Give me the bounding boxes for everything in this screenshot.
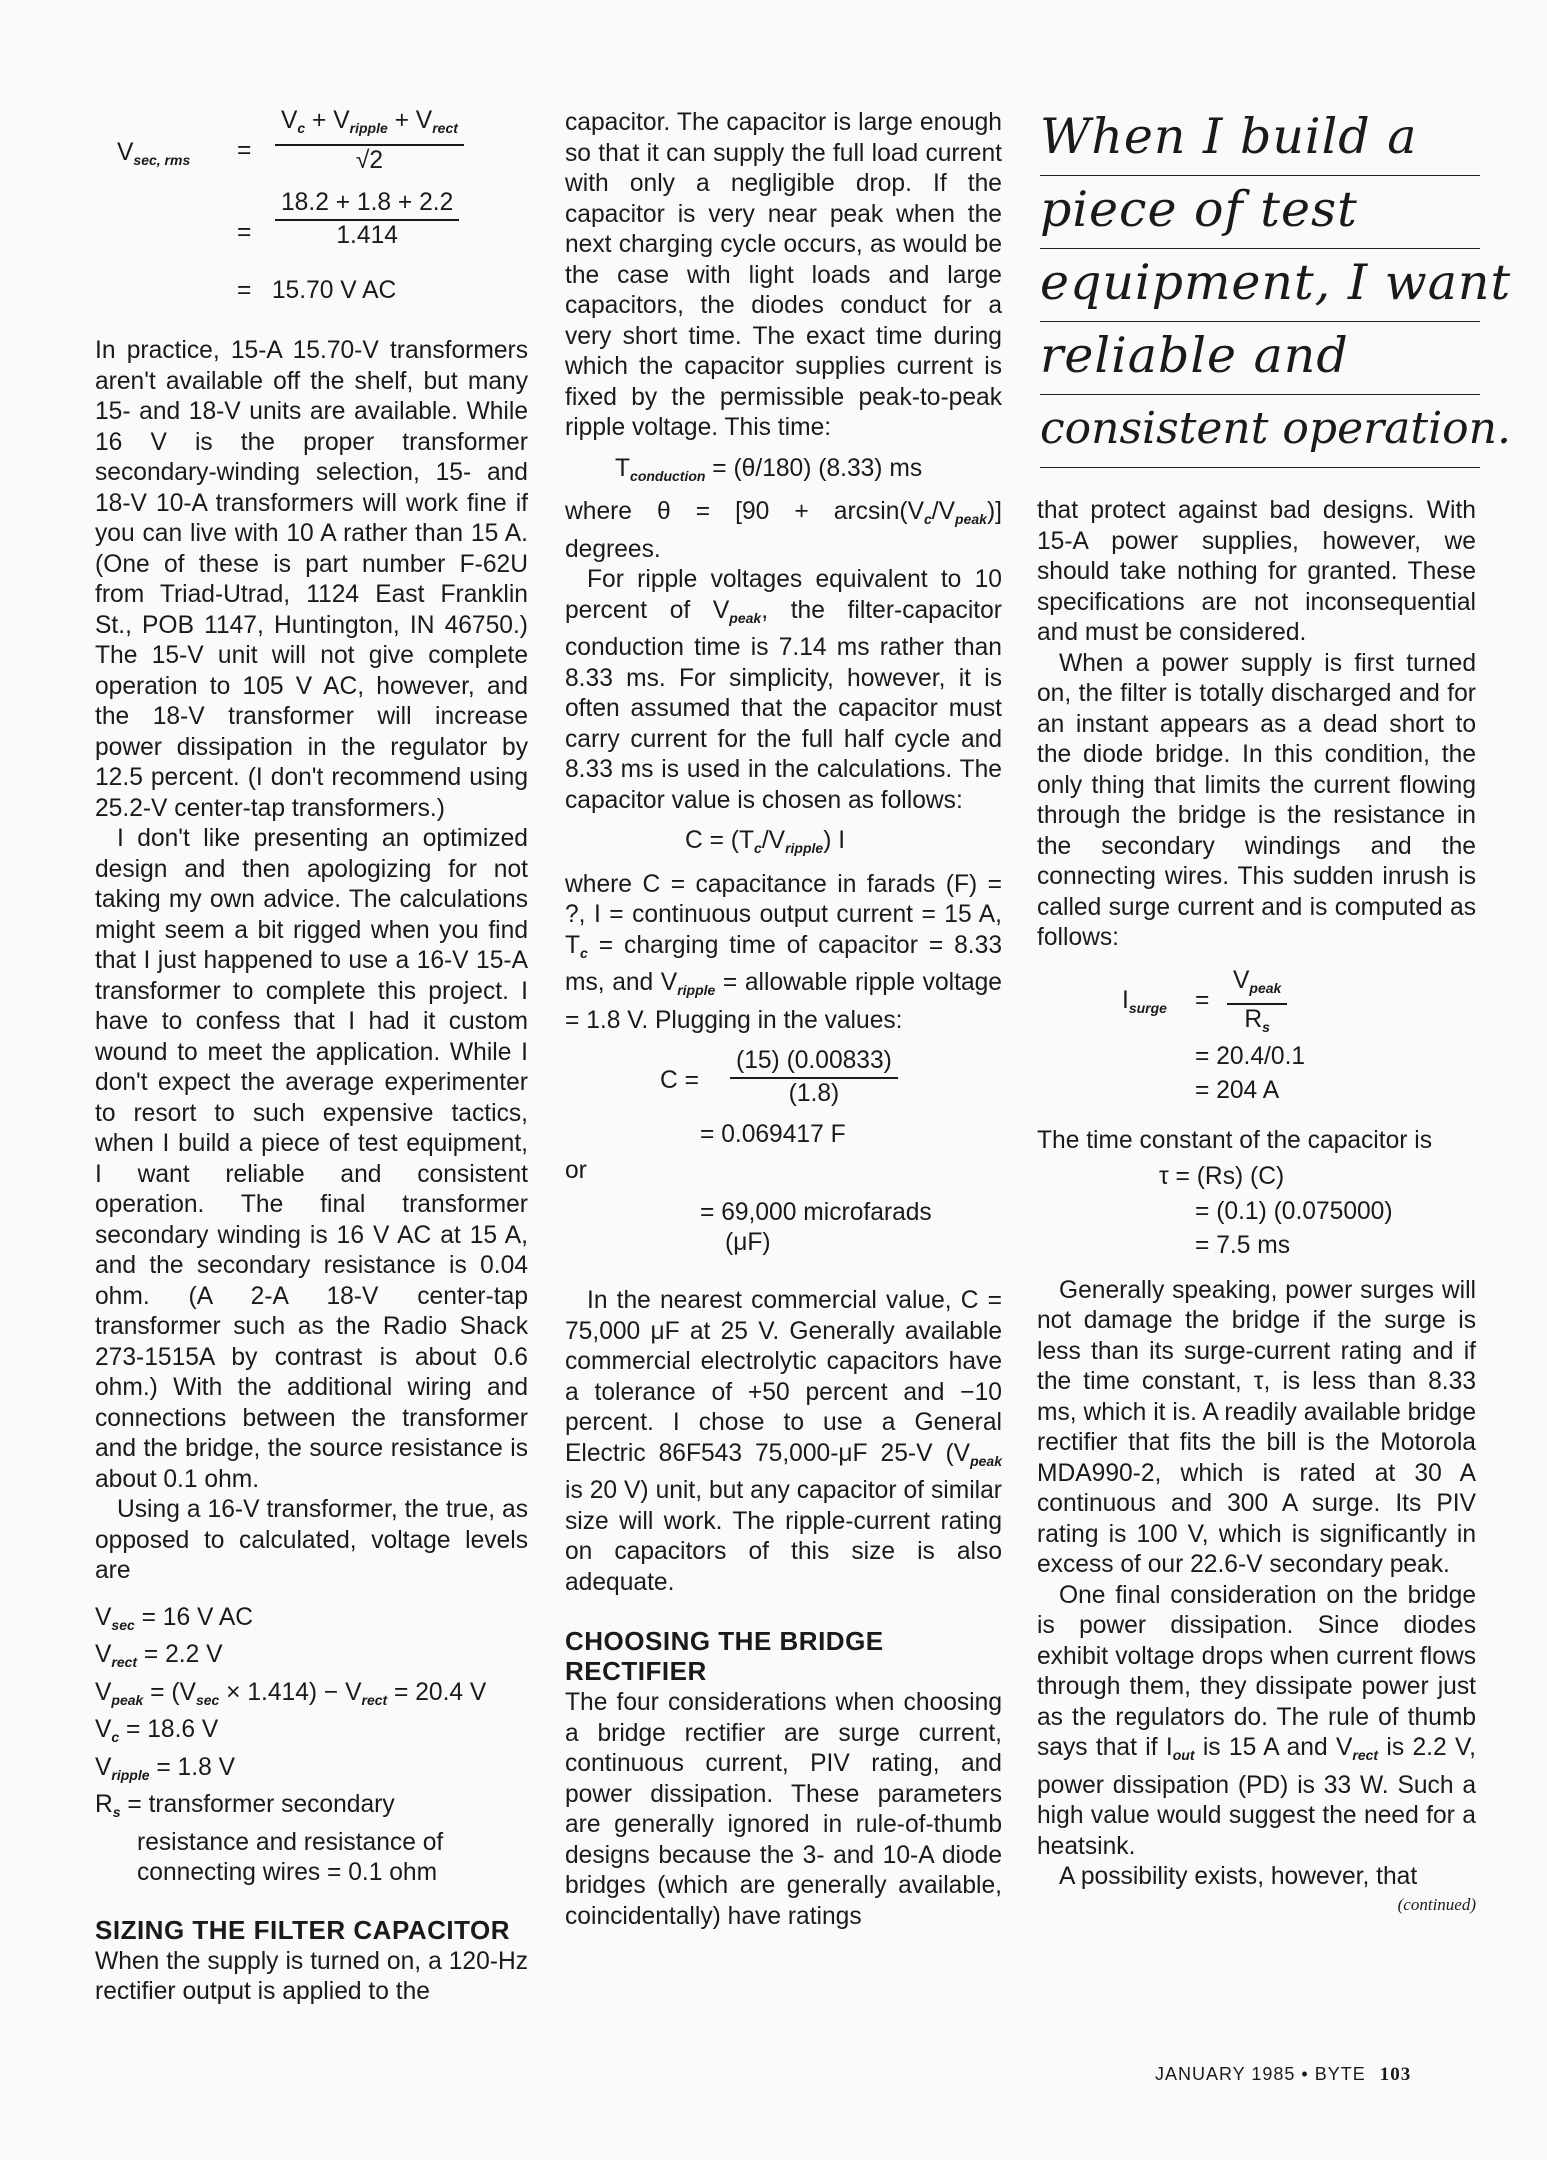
paragraph: I don't like presenting an optimized design and then apologizing for not taking my own advice. The calculations might seem a bit rigged when you find that I just happened to use a 16-V 15-A transformer to complete this project. I have to confess that I had it custom wound to meet the application. While I don't expect the average experimenter to resort to such expensive tactics, when I build a piece of test equipment, I want reliable and consistent operation. The final transformer secondary winding is 16 V AC at 15 A, and the secondary resistance is 0.04 ohm. (A 2-A 18-V center-tap transformer such as the Radio Shack 273-1515A by contrast is about 0.6 ohm.) With the additional wiring and connections between the transformer and the bridge, the source resistance is about 0.1 ohm. (95, 825, 528, 1493)
vrms-equation (95, 108, 528, 336)
eq-sign-2: = (237, 219, 252, 246)
paragraph: In practice, 15-A 15.70-V transformers aren't available off the shelf, but many 15- and 18-V units are available. While 16 V is the proper transformer secondary-winding selection, 15- and 18-V 10-A transformers will work fine if you can live with 10 A rather than 15 A. (One of these is part number F-62U from Triad-Utrad, 1124 East Franklin St., POB 1147, Huntington, IN 46750.) The 15-V unit will not give complete operation to 105 V AC, however, and the 18-V transformer will increase power dissipation in the regulator by 12.5 percent. (I don't recommend using 25.2-V center-tap transformers.) (95, 337, 528, 822)
section-heading: SIZING THE FILTER CAPACITOR (95, 1914, 511, 1945)
paragraph: One final consideration on the bridge is power dissipation. Since diodes exhibit voltage drops when current flows through them, they dissipate power just as the regulators do. The rule of thumb says that if $I_{out}$ is 15 A and $V_{rect}$ is 2.2 V, power dissipation (PD) is 33 W. Such a high value would suggest the need for a heatsink. (1037, 1581, 1476, 1860)
paragraph: Using a 16-V transformer, the true, as opposed to calculated, voltage levels are (95, 1496, 528, 1584)
eq-fraction-2: $\frac{18.2 + 1.8 + 2.2}{1.414}$ (275, 188, 459, 251)
paragraph: The time constant of the capacitor is (1037, 1126, 1433, 1154)
paragraph: For ripple voltages equivalent to 10 percent of $V_{peak}$, the filter-capacitor conduction time is 7.14 ms rather than 8.33 ms. For simplicity, however, it is often assumed that the capacitor must carry current for the full half cycle and 8.33 ms is used in the calculations. The capacitor value is chosen as follows: (565, 566, 1002, 814)
capacitance-formula: $C = (T_c/V_{ripple})$ I (685, 827, 846, 856)
paragraph: In the nearest commercial value, C = 75,000 μF at 25 V. Generally available commercial electrolytic capacitors have a tolerance of +50 percent and −10 percent. I chose to use a General Electric 86F543 75,000-μF 25-V ($V_{peak}$ is 20 V) unit, but any capacitor of similar size will work. The ripple-current rating on capacitors of this size is also adequate. (565, 1287, 1002, 1596)
section-heading: CHOOSING THE BRIDGE RECTIFIER (565, 1626, 884, 1686)
pull-quote: When I build a piece of test equipment, I want reliable and consistent operation. (1040, 103, 1480, 468)
paragraph: When a power supply is first turned on, the filter is totally discharged and for an instant appears as a dead short to the diode bridge. In this condition, the only thing that limits the current flowing through the bridge is the resistance in the secondary windings and the connecting wires. This sudden inrush is called surge current and is computed as follows: (1037, 649, 1476, 951)
eq-sign: = (237, 137, 252, 164)
column-1 (95, 108, 528, 2008)
surge-current-equation: $I_{surge}$ = $V_{peak}$ $R_s$ = 20.4/0.1 = 204 A (1122, 966, 1306, 1104)
paragraph: When the supply is turned on, a 120-Hz rectifier output is applied to the (95, 1947, 528, 2005)
issue-label: JANUARY 1985 • BYTE (1155, 2064, 1366, 2084)
paragraph: where $\theta = [90 + \arcsin(V_c/V_{peak})]$ degrees. (565, 498, 1002, 563)
paragraph: Generally speaking, power surges will not damage the bridge if the surge is less than its surge-current rating and if the time constant, τ, is less than 8.33 ms, which it is. A readily available bridge rectifier that fits the bill is the Motorola MDA990-2, which is rated at 30 A continuous and 300 A surge. Its PIV rating is 100 V, which is significantly in excess of our 22.6-V secondary peak. (1037, 1276, 1476, 1578)
paragraph: The four considerations when choosing a bridge rectifier are surge current, continuous current, PIV rating, and power dissipation. These parameters are generally ignored in rule-of-thumb designs because the 3- and 10-A diode bridges (which are generally available, coincidentally) have ratings (565, 1689, 1002, 1930)
paragraph: that protect against bad designs. With 15-A power supplies, however, we should take nothing for granted. These specifications are not inconsequential and must be considered. (1037, 497, 1476, 646)
time-constant-equation: τ = (Rs) (C) = (0.1) (0.075000) = 7.5 ms (1159, 1163, 1393, 1259)
capacitance-calculation: C = $\frac{(15) (0.00833)}{(1.8)}$ = 0.069417 F or = 69,000 microfarads (μF) (565, 1047, 932, 1256)
continued-note: (continued) (1397, 1894, 1476, 1914)
page-number: 103 (1379, 2064, 1412, 2085)
paragraph: capacitor. The capacitor is large enough so that it can supply the full load current with only a negligible drop. If the capacitor is very near peak when the next charging cycle occurs, as would be the case with light loads and large capacitors, the diodes conduct for a very short time. The exact time during which the capacitor supplies current is fixed by the permissible peak-to-peak ripple voltage. This time: (565, 109, 1002, 441)
paragraph: where C = capacitance in farads (F) = ?, I = continuous output current = 15 A, $T_c$ = charging time of capacitor = 8.33 ms, and $V_{ripple}$ = allowable ripple voltage = 1.8 V. Plugging in the values: (565, 870, 1002, 1034)
page-footer (1155, 2064, 1411, 2086)
paragraph: A possibility exists, however, that (1059, 1863, 1418, 1890)
eq-lhs: $V_{sec, rms}$ (117, 139, 191, 168)
conduction-time-equation: $T_{conduction} = (\theta/180)$ (8.33) ms (615, 454, 923, 484)
column-2 (565, 108, 1002, 1932)
column-3 (1037, 496, 1476, 1917)
voltage-levels: $V_{sec} = 16$ V AC $V_{rect} = 2.2$ V $V_{peak} = (V_{sec} \times 1.414) - V_{rect} = 20.4$ V $V_c = 18.6$ V $V_{ripple} = 1.8$ V $R_s$ = transformer secondary resistance and resistance of connecting wires = 0.1 ohm (95, 1603, 487, 1886)
eq-fraction-1: $V_c + V_{ripple} + V_{rect}$ √2 (275, 106, 464, 176)
eq-result: = 15.70 V AC (237, 277, 397, 304)
